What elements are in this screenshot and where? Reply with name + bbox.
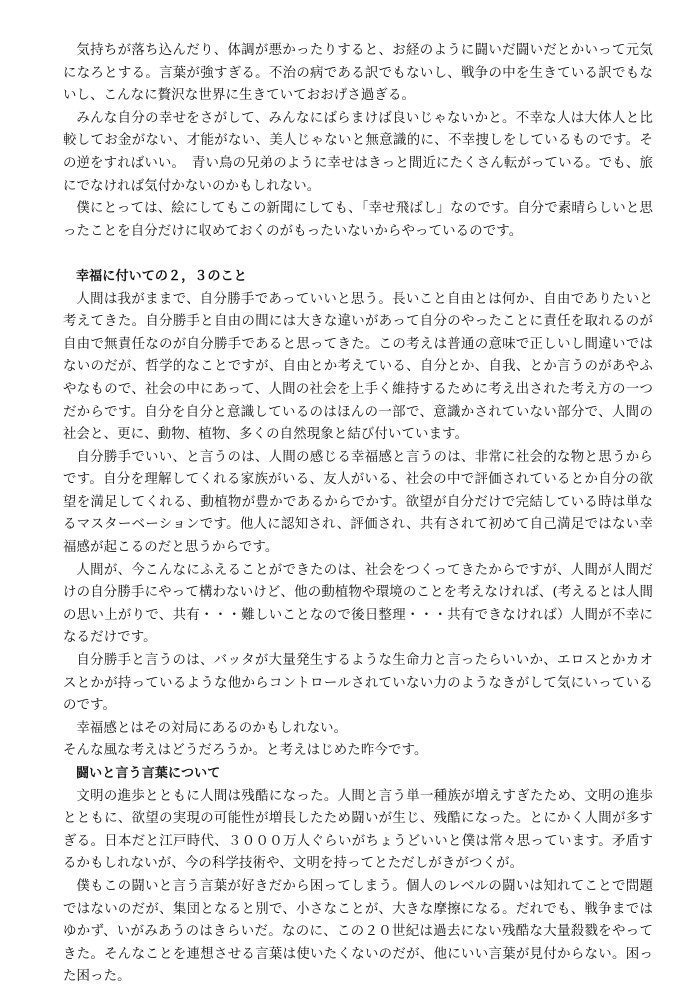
paragraph: 自分勝手と言うのは、バッタが大量発生するような生命力と言ったらいいか、エロスとかカオスとかが持っているような他からコントロールされていない力のようなきがして気にいっているのです。	[63, 653, 653, 714]
section-intro	[63, 40, 653, 243]
paragraph: 自分勝手でいい、と言うのは、人間の感じる幸福感と言うのは、非常に社会的な物と思うからです。自分を理解してくれる家族がいる、友人がいる、社会の中で評価されているとか自分の欲望を満足してくれる、動植物が豊かであるからでかす。欲望が自分だけで完結している時は単なるマスターベーションです。他人に認知され、評価され、共有されて初めて自己満足ではない幸福感が起こるのだと思うからです。	[63, 449, 653, 556]
paragraph: 文明の進歩とともに人間は残酷になった。人間と言う単一種族が増えすぎたため、文明の進歩とともに、欲望の実現の可能性が増長したため闘いが生じ、残酷になった。とにかく人間が多すぎる。日本だと江戸時代、３０００万人ぐらいがちょうどいいと僕は常々思っています。矛盾するかもしれないが、今の科学技術や、文明を持ってとただしがきがつくが。	[63, 788, 653, 872]
paragraph: みんな自分の幸せをさがして、みんなにばらまけば良いじゃないかと。不幸な人は大体人と比較してお金がない、才能がない、美人じゃないと無意識的に、不幸捜しをしているものです。その逆をすればいい。 青い鳥の兄弟のように幸せはきっと間近にたくさん転がっている。でも、旅にでなければ気付かないのかもしれない。	[63, 110, 653, 194]
closing-line: そんな風な考えはどうだろうか。と考えはじめた昨今です。	[63, 743, 428, 759]
document-page	[63, 40, 653, 989]
paragraph: 人間は我がままで、自分勝手であっていいと思う。長いこと自由とは何か、自由でありたいと考えてきた。自分勝手と自由の間には大きな違いがあって自分のやったことに責任を取れるのが自由で無責任なのが自分勝手であると思ってきた。この考えは普通の意味で正しいし間違いではないのだが、哲学的なことですが、自由とか考えている、自分とか、自我、とか言うのがあやふやなもので、社会の中にあって、人間の社会を上手く維持するために考え出された考え方の一つだからです。自分を自分と意識しているのはほんの一部で、意識かされていない部分で、人間の社会と、更に、動物、植物、多くの自然現象と結び付いています。	[63, 291, 653, 443]
paragraph: 人間が、今こんなにふえることができたのは、社会をつくってきたからですが、人間が人間だけの自分勝手にやって構わないけど、他の動植物や環境のことを考えなければ、(考えるとは人間の思い上がりで、共有・・・難しいことなので後日整理・・・共有できなければ）人間が不幸になるだけです。	[63, 562, 653, 646]
section-struggle	[63, 763, 653, 989]
section-heading: 幸福に付いての２，３のこと	[76, 268, 247, 284]
paragraph: 僕にとっては、絵にしてもこの新聞にしても、「幸せ飛ばし」なのです。自分で素晴らしいと思ったことを自分だけに収めておくのがもったいないからやっているのです。	[63, 201, 653, 239]
paragraph: 僕もこの闘いと言う言葉が好きだから困ってしまう。個人のレベルの闘いは知れてことで問題ではないのだが、集団となると別で、小さなことが、大きな摩擦になる。だれでも、戦争まではゆかず、いがみあうのはきらいだ。なのに、この２０世紀は過去にない残酷な大量殺戮をやってきた。そんなことを連想させる言葉は使いたくないのだが、他にいい言葉が見付からない。困った困った。	[63, 878, 653, 985]
spacer	[63, 243, 653, 266]
section-happiness	[63, 266, 653, 763]
section-heading: 闘いと言う言葉について	[76, 766, 221, 781]
paragraph: 気持ちが落ち込んだり、体調が悪かったりすると、お経のように闘いだ闘いだとかいって元気になろとする。言葉が強すぎる。不治の病である訳でもないし、戦争の中を生きている訳でもないし、こんなに贅沢な世界に生きていておおげさ過ぎる。	[63, 43, 653, 104]
paragraph: 幸福感とはその対局にあるのかもしれない。	[76, 720, 348, 736]
